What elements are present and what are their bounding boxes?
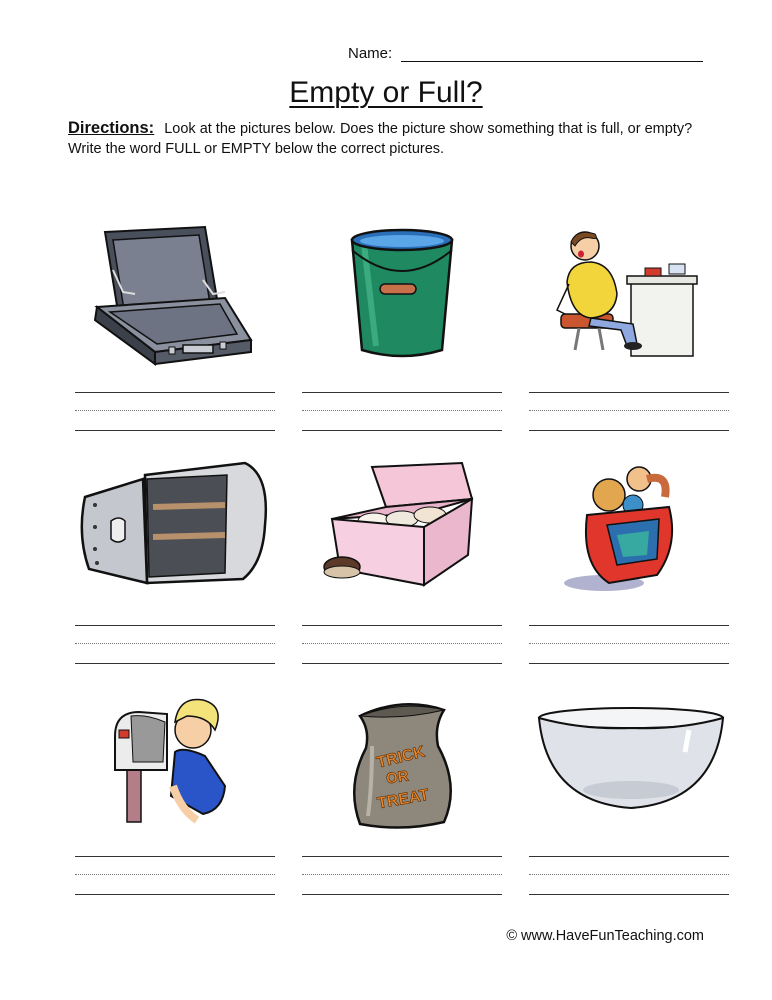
- answer-line-bottom: [75, 430, 275, 431]
- copyright-footer: © www.HaveFunTeaching.com: [506, 928, 704, 944]
- answer-line-mid: [529, 874, 729, 875]
- candy-bag-icon: [529, 455, 729, 605]
- answer-line-bottom: [75, 894, 275, 895]
- answer-line-mid: [302, 643, 502, 644]
- answer-line-bottom: [302, 894, 502, 895]
- bag-text-treat: TREAT: [376, 786, 431, 813]
- directions: [68, 118, 708, 159]
- answer-lines[interactable]: [529, 392, 729, 434]
- answer-line-top: [75, 625, 275, 626]
- open-briefcase-icon: [75, 222, 275, 372]
- answer-line-top: [529, 625, 729, 626]
- answer-line-top: [529, 392, 729, 393]
- answer-line-bottom: [302, 430, 502, 431]
- answer-lines[interactable]: [75, 856, 275, 898]
- empty-bowl-icon: [529, 686, 729, 836]
- answer-lines[interactable]: [75, 392, 275, 434]
- water-bucket-icon: [302, 222, 502, 372]
- directions-text: Look at the pictures below. Does the picture show something that is full, or empty? Write the word FULL or EMPTY below the correct pictures.: [68, 121, 693, 157]
- open-safe-icon: [75, 455, 275, 605]
- answer-line-mid: [529, 410, 729, 411]
- name-row: [348, 45, 708, 69]
- directions-label: Directions:: [68, 119, 155, 137]
- man-at-desk-icon: [529, 222, 729, 372]
- answer-lines[interactable]: [302, 392, 502, 434]
- answer-line-top: [75, 856, 275, 857]
- answer-line-bottom: [529, 430, 729, 431]
- answer-lines[interactable]: [529, 856, 729, 898]
- answer-line-top: [75, 392, 275, 393]
- answer-line-top: [302, 392, 502, 393]
- answer-line-bottom: [75, 663, 275, 664]
- page-title: Empty or Full?: [289, 76, 483, 109]
- answer-line-mid: [75, 874, 275, 875]
- answer-lines[interactable]: [302, 856, 502, 898]
- name-label: Name:: [348, 45, 393, 62]
- answer-lines[interactable]: [302, 625, 502, 667]
- boy-looking-in-mailbox-icon: [75, 686, 275, 836]
- bag-text-trick: TRICK: [375, 743, 427, 772]
- answer-lines[interactable]: [75, 625, 275, 667]
- answer-line-top: [302, 856, 502, 857]
- answer-lines[interactable]: [529, 625, 729, 667]
- answer-line-mid: [75, 643, 275, 644]
- answer-line-bottom: [529, 663, 729, 664]
- answer-line-bottom: [529, 894, 729, 895]
- trick-or-treat-bag-icon: [302, 686, 502, 836]
- answer-line-top: [302, 625, 502, 626]
- answer-line-mid: [302, 410, 502, 411]
- answer-line-mid: [302, 874, 502, 875]
- answer-line-top: [529, 856, 729, 857]
- answer-line-mid: [75, 410, 275, 411]
- answer-line-bottom: [302, 663, 502, 664]
- name-field-line[interactable]: [401, 61, 703, 62]
- answer-line-mid: [529, 643, 729, 644]
- donut-box-icon: [302, 455, 502, 605]
- bag-text-or: OR: [385, 767, 410, 788]
